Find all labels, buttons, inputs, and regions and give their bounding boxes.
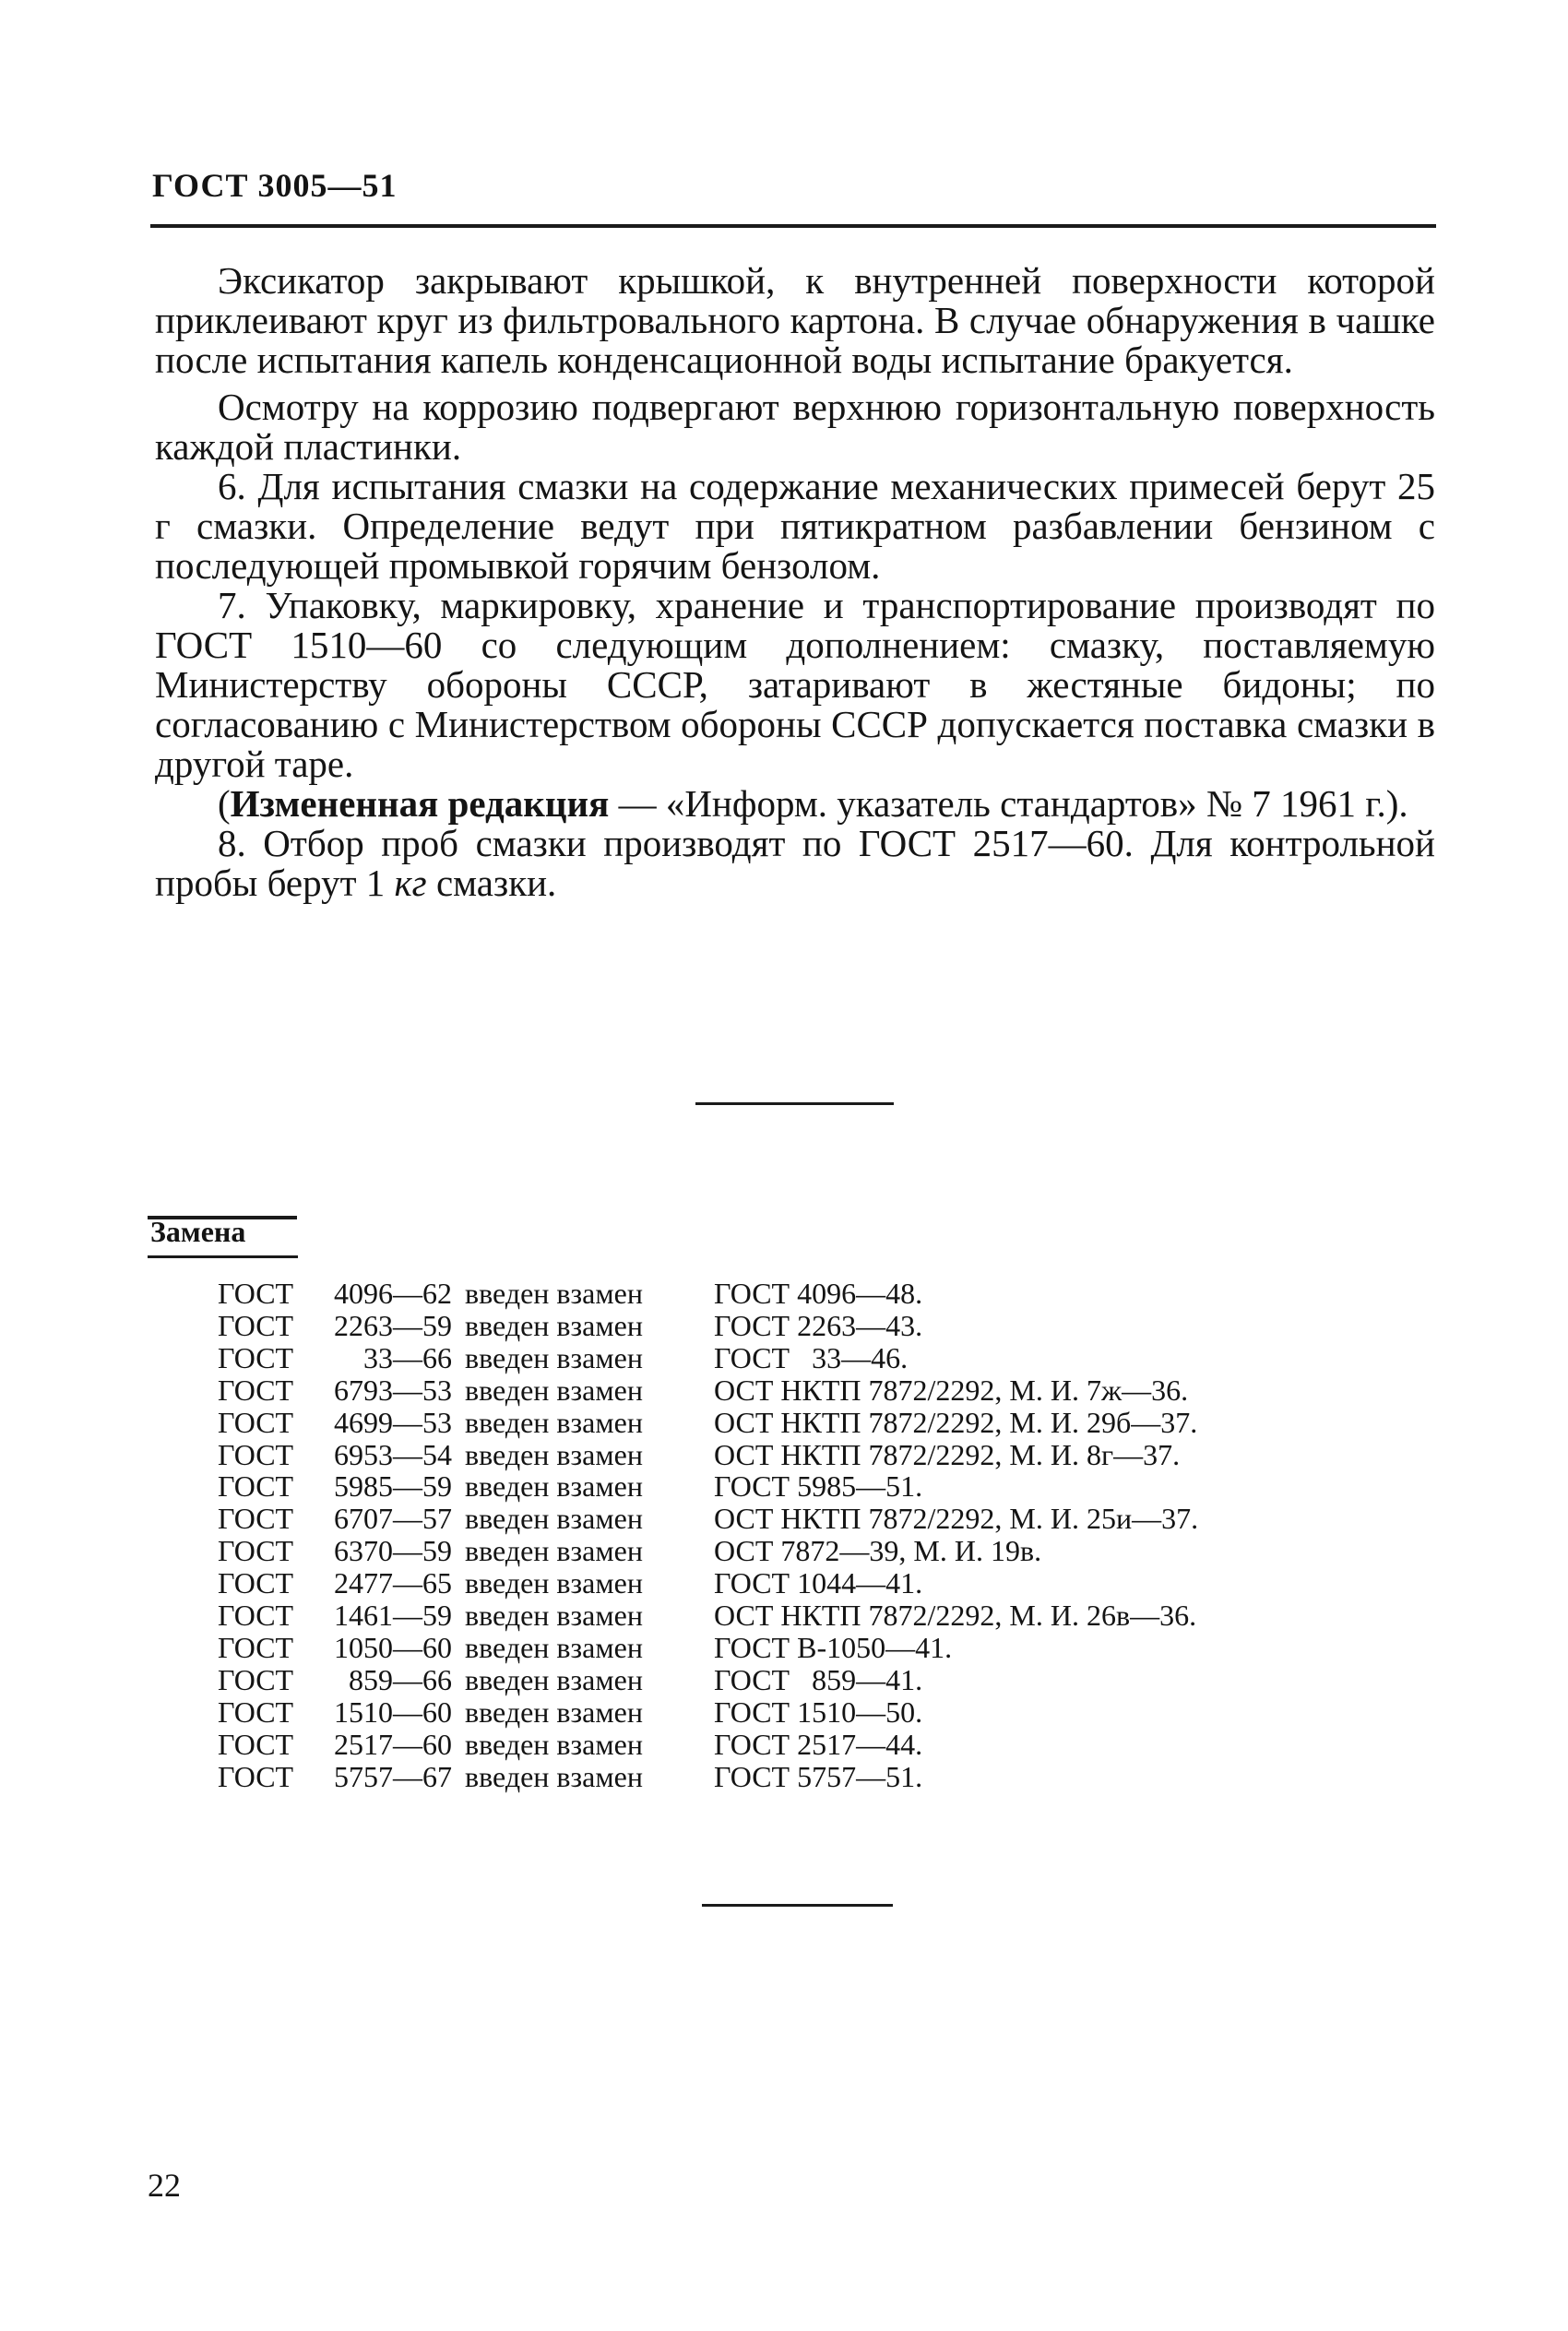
replacement-gost: ГОСТ (218, 1695, 294, 1729)
replacements-title: Замена (150, 1215, 246, 1248)
paragraph-desiccator: Эксикатор закрывают крышкой, к внутренней поверхности которой приклеивают круг из фильтровального картона. В случае обнаружения в чашке после испытания капель конденсационной воды испытание бракуется. (155, 259, 1435, 381)
replacement-gost: ГОСТ (218, 1727, 294, 1761)
replacement-row (218, 1470, 1198, 1503)
replacement-number: 6793—53 (334, 1373, 452, 1407)
replacement-gost: ГОСТ (218, 1340, 294, 1374)
replaced-standard: ОСТ 7872—39, М. И. 19в. (714, 1534, 1042, 1568)
replacement-row (218, 1503, 1198, 1535)
item-8-text: 8. Отбор проб смазки производят по ГОСТ 2517—60. Для контрольной пробы берут 1 (155, 822, 1435, 904)
replacement-phrase: введен взамен (465, 1373, 643, 1407)
replacement-number: 6370—59 (334, 1534, 452, 1568)
replaced-standard: ГОСТ В-1050—41. (714, 1630, 953, 1664)
replacement-row (218, 1729, 1198, 1761)
page-header-title: ГОСТ 3005—51 (152, 167, 398, 204)
replacement-row (218, 1567, 1198, 1600)
replacement-gost: ГОСТ (218, 1630, 294, 1664)
replacement-phrase: введен взамен (465, 1695, 643, 1729)
replacement-row (218, 1342, 1198, 1374)
replacement-row (218, 1632, 1198, 1664)
replacement-number: 4699—53 (334, 1405, 452, 1439)
replaced-standard: ОСТ НКТП 7872/2292, М. И. 25и—37. (714, 1502, 1199, 1536)
replacement-gost: ГОСТ (218, 1534, 294, 1568)
replacement-gost: ГОСТ (218, 1373, 294, 1407)
replacement-phrase: введен взамен (465, 1599, 643, 1633)
replacement-gost: ГОСТ (218, 1405, 294, 1439)
replacement-gost: ГОСТ (218, 1599, 294, 1633)
replacement-phrase: введен взамен (465, 1566, 643, 1600)
replaced-standard: ГОСТ 2517—44. (714, 1727, 923, 1761)
replacement-number: 5985—59 (334, 1469, 452, 1504)
replacement-number: 33—66 (363, 1340, 452, 1374)
replaced-standard: ГОСТ 1510—50. (714, 1695, 923, 1729)
end-divider (702, 1904, 893, 1907)
replacement-phrase: введен взамен (465, 1405, 643, 1439)
replacement-number: 1050—60 (334, 1630, 452, 1664)
replacement-number: 6953—54 (334, 1437, 452, 1471)
amendment-label: Измененная редакция (230, 782, 610, 825)
replacement-row (218, 1696, 1198, 1729)
replacement-row (218, 1310, 1198, 1342)
replacement-gost: ГОСТ (218, 1759, 294, 1793)
replacement-row (218, 1535, 1198, 1567)
paragraph-item-6: 6. Для испытания смазки на содержание механических примесей берут 25 г смазки. Определение ведут при пятикратном разбавлении бензином с последующей промывкой горячим бензолом. (155, 465, 1435, 587)
replacement-row (218, 1664, 1198, 1696)
replaced-standard: ГОСТ 5757—51. (714, 1759, 923, 1793)
replacement-number: 4096—62 (334, 1277, 452, 1310)
amendment-text: — «Информ. указатель стандартов» № 7 1961 г.). (609, 782, 1408, 825)
replacement-phrase: введен взамен (465, 1727, 643, 1761)
replacement-row (218, 1278, 1198, 1310)
section-divider (695, 1102, 894, 1105)
replaced-standard: ГОСТ 33—46. (714, 1340, 909, 1374)
replacement-row (218, 1600, 1198, 1632)
replacement-row (218, 1407, 1198, 1439)
replacement-number: 1461—59 (334, 1599, 452, 1633)
replacement-number: 1510—60 (334, 1695, 452, 1729)
replacement-number: 6707—57 (334, 1502, 452, 1536)
replaced-standard: ОСТ НКТП 7872/2292, М. И. 7ж—36. (714, 1373, 1189, 1407)
replacement-phrase: введен взамен (465, 1534, 643, 1568)
replacement-gost: ГОСТ (218, 1469, 294, 1504)
replacement-number: 2263—59 (334, 1308, 452, 1342)
replacement-number: 2477—65 (334, 1566, 452, 1600)
replacement-gost: ГОСТ (218, 1502, 294, 1536)
replacements-table (218, 1278, 1198, 1793)
replacement-phrase: введен взамен (465, 1630, 643, 1664)
page-number: 22 (148, 2167, 181, 2204)
paragraph-item-8 (155, 824, 1435, 903)
replacement-row (218, 1761, 1198, 1793)
replacement-number: 5757—67 (334, 1759, 452, 1793)
paragraph-corrosion-inspection: Осмотру на коррозию подвергают верхнюю горизонтальную поверхность каждой пластинки. (155, 386, 1435, 468)
replacement-phrase: введен взамен (465, 1662, 643, 1696)
replacement-gost: ГОСТ (218, 1662, 294, 1696)
replacement-phrase: введен взамен (465, 1277, 643, 1310)
replaced-standard: ГОСТ 2263—43. (714, 1308, 923, 1342)
item-8-unit: кг (394, 862, 427, 904)
paragraph-amendment-note: (Измененная редакция — «Информ. указатель стандартов» № 7 1961 г.). (218, 782, 1408, 825)
replacements-title-bottom-rule (148, 1255, 298, 1258)
replaced-standard: ОСТ НКТП 7872/2292, М. И. 26в—36. (714, 1599, 1197, 1633)
replacement-phrase: введен взамен (465, 1502, 643, 1536)
replacement-phrase: введен взамен (465, 1340, 643, 1374)
replacement-gost: ГОСТ (218, 1277, 294, 1310)
replacement-row (218, 1374, 1198, 1407)
replacement-phrase: введен взамен (465, 1437, 643, 1471)
replacement-gost: ГОСТ (218, 1308, 294, 1342)
body-text (155, 261, 1435, 903)
item-8-text-end: смазки. (426, 862, 557, 904)
replaced-standard: ОСТ НКТП 7872/2292, М. И. 29б—37. (714, 1405, 1198, 1439)
replaced-standard: ГОСТ 1044—41. (714, 1566, 923, 1600)
replacement-number: 2517—60 (334, 1727, 452, 1761)
replaced-standard: ГОСТ 859—41. (714, 1662, 923, 1696)
replaced-standard: ГОСТ 4096—48. (714, 1277, 923, 1310)
replaced-standard: ГОСТ 5985—51. (714, 1469, 923, 1504)
replacement-row (218, 1439, 1198, 1471)
replaced-standard: ОСТ НКТП 7872/2292, М. И. 8г—37. (714, 1437, 1181, 1471)
replacement-phrase: введен взамен (465, 1469, 643, 1504)
replacement-phrase: введен взамен (465, 1308, 643, 1342)
header-divider (150, 224, 1436, 228)
replacement-gost: ГОСТ (218, 1437, 294, 1471)
paragraph-item-7: 7. Упаковку, маркировку, хранение и транспортирование производят по ГОСТ 1510—60 со следующим дополнением: смазку, поставляемую Министерству обороны СССР, затаривают в жестяные бидоны; по согласованию с Министерством обороны СССР допускается поставка смазки в другой таре. (155, 584, 1435, 785)
replacement-gost: ГОСТ (218, 1566, 294, 1600)
replacement-phrase: введен взамен (465, 1759, 643, 1793)
replacement-number: 859—66 (349, 1662, 452, 1696)
